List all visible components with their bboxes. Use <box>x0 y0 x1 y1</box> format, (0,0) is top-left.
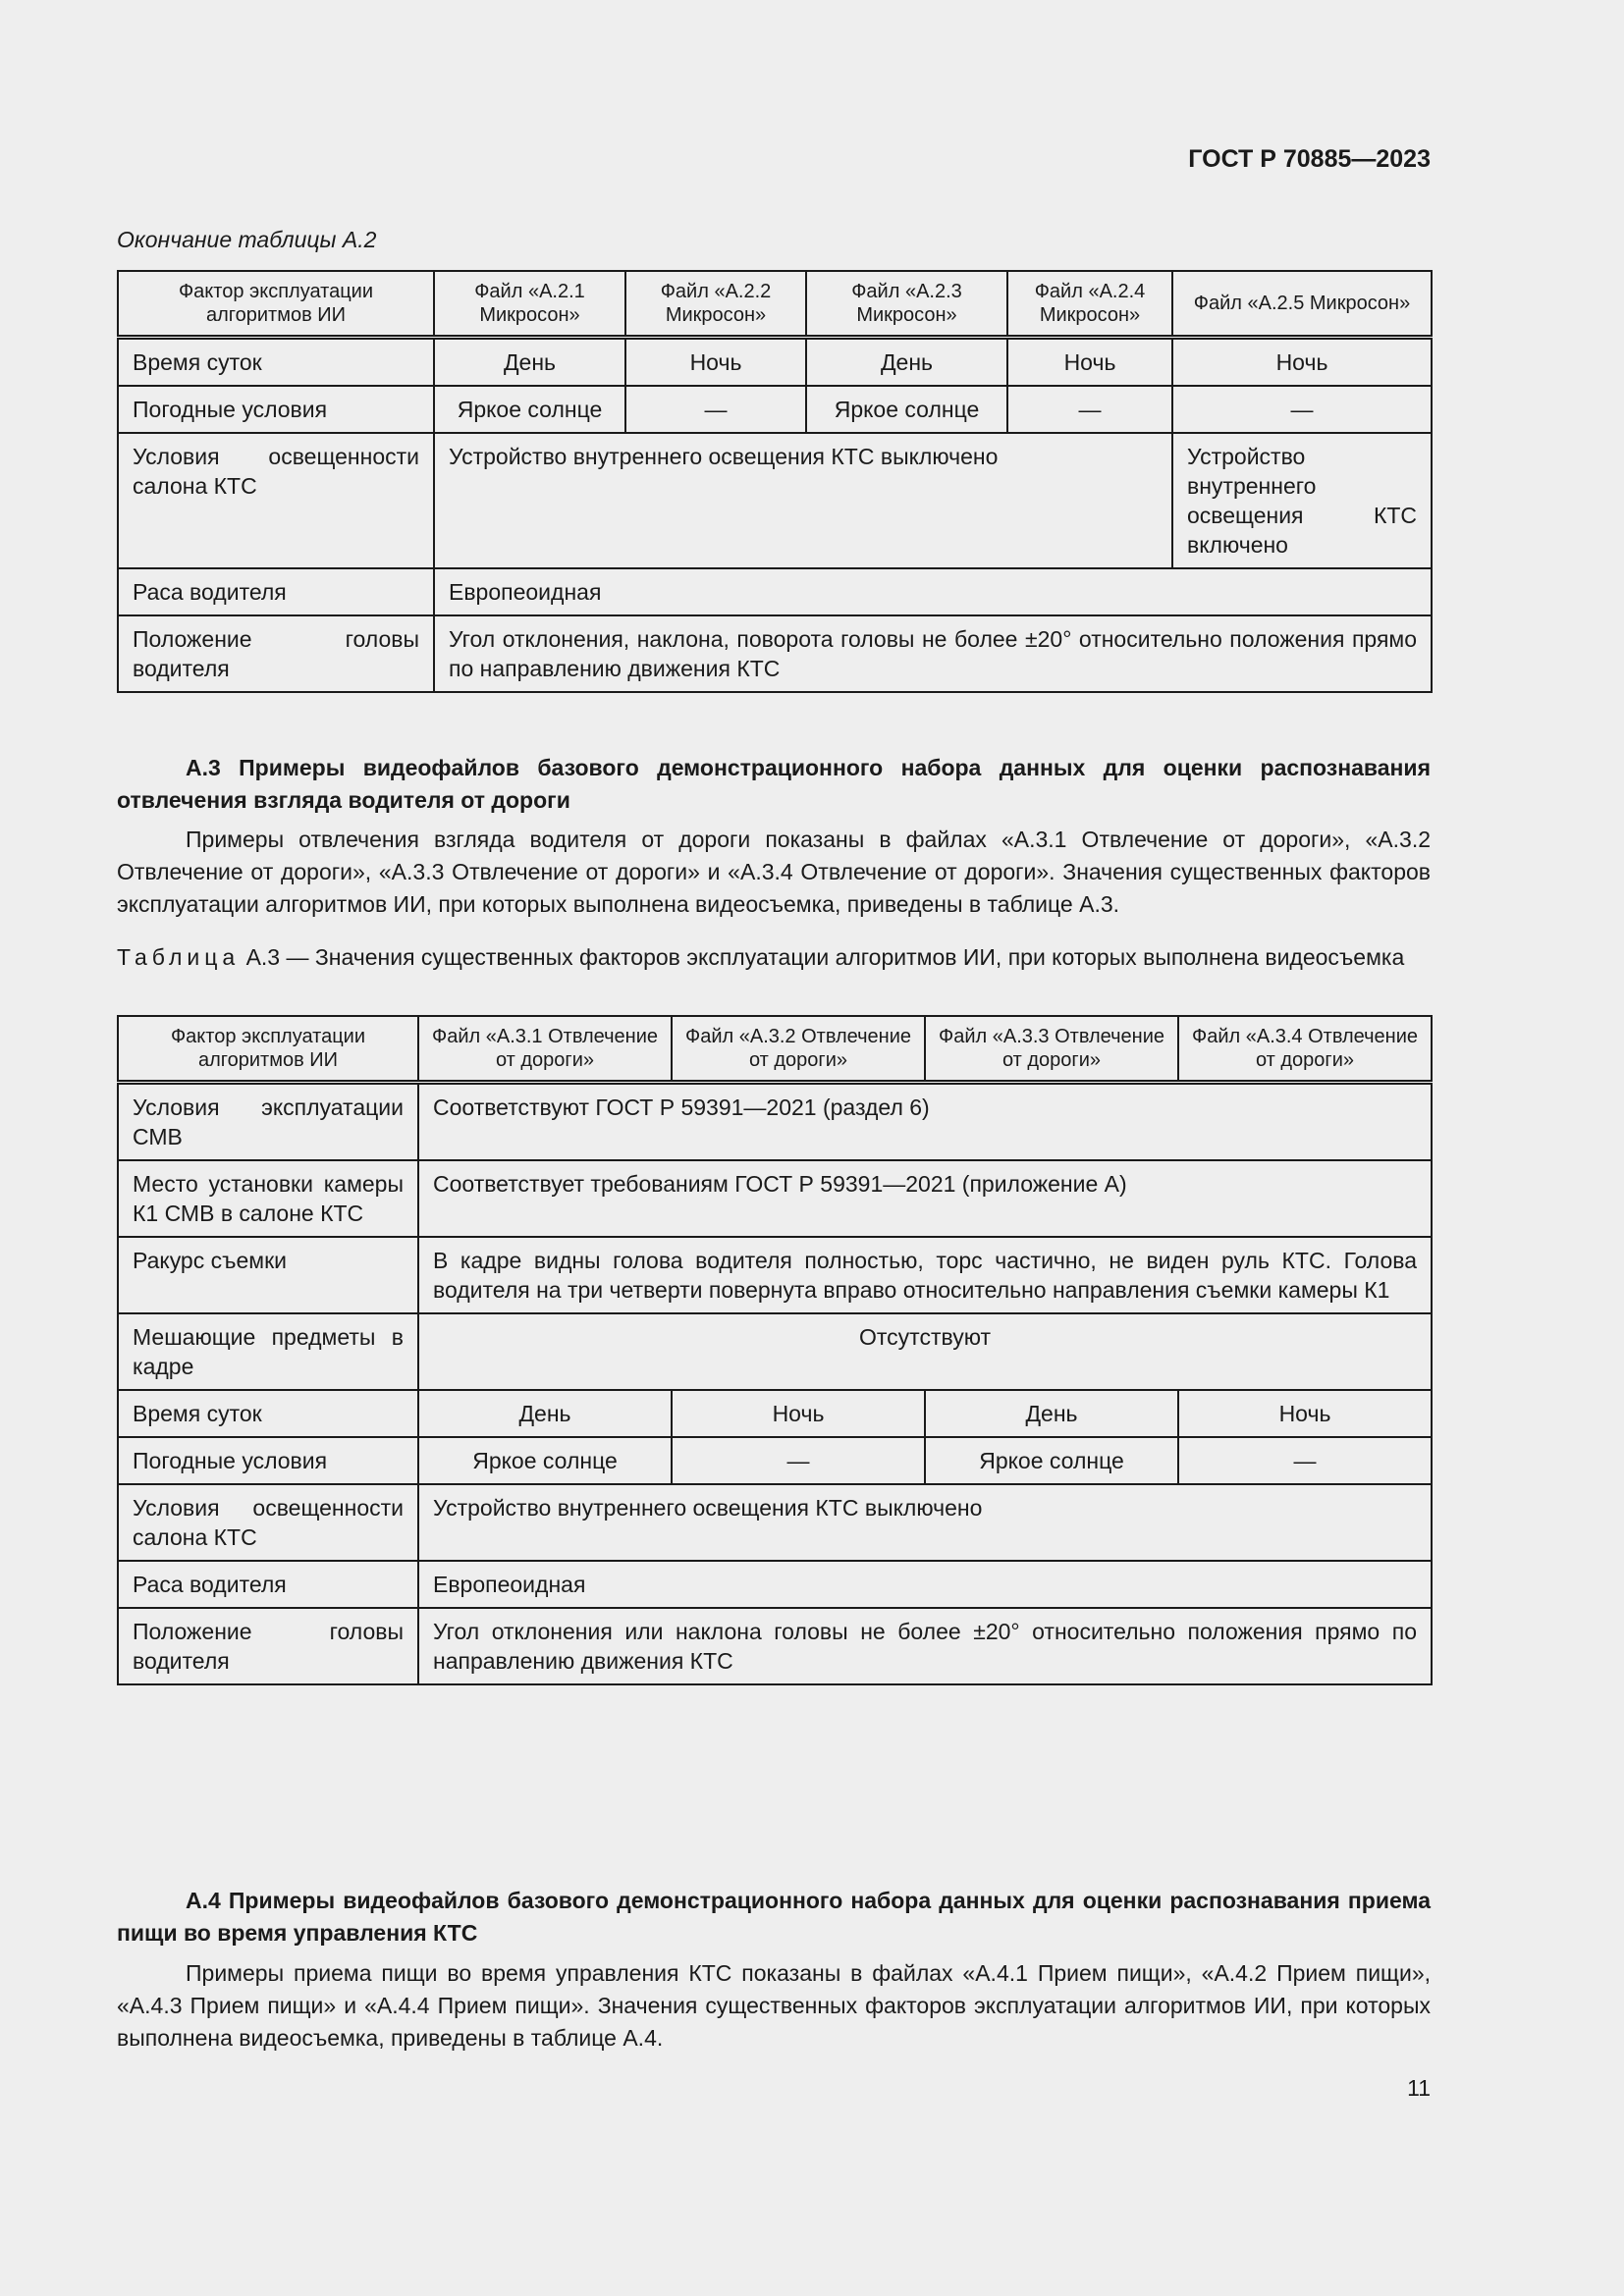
row-label: Погодные условия <box>118 1437 418 1484</box>
section-a3-heading: А.3 Примеры видеофайлов базового демонстрационного набора данных для оценки распознавания отвлечения взгляда водителя от дороги <box>117 755 1431 813</box>
table-row <box>118 433 1432 568</box>
table-cell: В кадре видны голова водителя полностью, торс частично, не виден руль КТС. Голова водителя на три четверти повернута вправо относительно направления съемки камеры К1 <box>418 1237 1432 1313</box>
table-cell: День <box>434 338 625 387</box>
row-label: Место установки камеры К1 СМВ в салоне КТС <box>118 1160 418 1237</box>
table-cell: Отсутствуют <box>418 1313 1432 1390</box>
table-cell: — <box>1007 386 1172 433</box>
table-row <box>118 1437 1432 1484</box>
table-a3 <box>117 1015 1433 1685</box>
table-cell: Яркое солнце <box>434 386 625 433</box>
table-cell: Соответствует требованиям ГОСТ Р 59391—2021 (приложение А) <box>418 1160 1432 1237</box>
table-header-cell: Файл «А.2.4 Микросон» <box>1007 271 1172 338</box>
table-header-cell: Файл «А.2.2 Микросон» <box>625 271 806 338</box>
table-cell: День <box>925 1390 1178 1437</box>
row-label: Время суток <box>118 338 434 387</box>
table-cell: Ночь <box>1178 1390 1432 1437</box>
table-cell: — <box>1172 386 1432 433</box>
table-cell: — <box>672 1437 925 1484</box>
table-row <box>118 1390 1432 1437</box>
row-label: Положение головы водителя <box>118 615 434 692</box>
table-row <box>118 568 1432 615</box>
table-row <box>118 1484 1432 1561</box>
table-cell: Устройство внутреннего освещения КТС включено <box>1172 433 1432 568</box>
table-header-cell: Фактор эксплуатации алгоритмов ИИ <box>118 271 434 338</box>
table-cell: Устройство внутреннего освещения КТС выключено <box>434 433 1172 568</box>
table-row <box>118 386 1432 433</box>
table-cell: Европеоидная <box>418 1561 1432 1608</box>
table-cell: Устройство внутреннего освещения КТС выключено <box>418 1484 1432 1561</box>
table-header-cell: Файл «А.3.1 Отвлечение от дороги» <box>418 1016 672 1083</box>
row-label: Время суток <box>118 1390 418 1437</box>
table-row <box>118 615 1432 692</box>
table-cell: Ночь <box>625 338 806 387</box>
table-cell: Соответствуют ГОСТ Р 59391—2021 (раздел 6) <box>418 1083 1432 1161</box>
row-label: Мешающие предметы в кадре <box>118 1313 418 1390</box>
table-header-cell: Файл «А.2.1 Микросон» <box>434 271 625 338</box>
table-row <box>118 1313 1432 1390</box>
table-row <box>118 1083 1432 1161</box>
row-label: Раса водителя <box>118 1561 418 1608</box>
table-cell: — <box>625 386 806 433</box>
row-label: Условия освещенности салона КТС <box>118 433 434 568</box>
table-cell: Ночь <box>672 1390 925 1437</box>
table-header-cell: Файл «А.2.5 Микросон» <box>1172 271 1432 338</box>
section-a4-heading: А.4 Примеры видеофайлов базового демонстрационного набора данных для оценки распознавания приема пищи во время управления КТС <box>117 1888 1431 1946</box>
table-cell: Угол отклонения или наклона головы не более ±20° относительно положения прямо по направлению движения КТС <box>418 1608 1432 1684</box>
table-row <box>118 338 1432 387</box>
table-header-cell: Файл «А.3.3 Отвлечение от дороги» <box>925 1016 1178 1083</box>
row-label: Положение головы водителя <box>118 1608 418 1684</box>
table-cell: День <box>418 1390 672 1437</box>
table-header-cell: Фактор эксплуатации алгоритмов ИИ <box>118 1016 418 1083</box>
table-cell: Ночь <box>1007 338 1172 387</box>
row-label: Условия освещенности салона КТС <box>118 1484 418 1561</box>
table-cell: Европеоидная <box>434 568 1432 615</box>
table-cell: Яркое солнце <box>925 1437 1178 1484</box>
table-header-cell: Файл «А.3.2 Отвлечение от дороги» <box>672 1016 925 1083</box>
row-label: Погодные условия <box>118 386 434 433</box>
standard-designation: ГОСТ Р 70885—2023 <box>1188 145 1431 173</box>
table-row <box>118 1237 1432 1313</box>
table-a2-caption: Окончание таблицы А.2 <box>117 227 377 252</box>
row-label: Ракурс съемки <box>118 1237 418 1313</box>
section-a4-paragraph: Примеры приема пищи во время управления КТС показаны в файлах «А.4.1 Прием пищи», «А.4.2 Прием пищи», «А.4.3 Прием пищи» и «А.4.4 Прием пищи». Значения существенных факторов эксплуатации алгоритмов ИИ, при которых выполнена видеосъемка, приведены в таблице А.4. <box>117 1960 1431 2051</box>
table-header-cell: Файл «А.2.3 Микросон» <box>806 271 1007 338</box>
table-cell: День <box>806 338 1007 387</box>
table-a2 <box>117 270 1433 693</box>
page-number: 11 <box>1407 2075 1431 2101</box>
table-caption-text: А.3 — Значения существенных факторов эксплуатации алгоритмов ИИ, при которых выполнена видеосъемка <box>245 944 1405 970</box>
section-a3-paragraph: Примеры отвлечения взгляда водителя от дороги показаны в файлах «А.3.1 Отвлечение от дороги», «А.3.2 Отвлечение от дороги», «А.3.3 Отвлечение от дороги» и «А.3.4 Отвлечение от дороги». Значения существенных факторов эксплуатации алгоритмов ИИ, при которых выполнена видеосъемка, приведены в таблице А.3. <box>117 827 1431 917</box>
row-label: Раса водителя <box>118 568 434 615</box>
table-cell: Яркое солнце <box>806 386 1007 433</box>
table-header-cell: Файл «А.3.4 Отвлечение от дороги» <box>1178 1016 1432 1083</box>
table-row <box>118 1561 1432 1608</box>
table-cell: Угол отклонения, наклона, поворота головы не более ±20° относительно положения прямо по направлению движения КТС <box>434 615 1432 692</box>
table-row <box>118 1608 1432 1684</box>
table-cell: Яркое солнце <box>418 1437 672 1484</box>
table-row <box>118 1160 1432 1237</box>
table-header-row <box>118 1016 1432 1083</box>
table-header-row <box>118 271 1432 338</box>
table-caption-label: Таблица <box>117 944 241 970</box>
table-cell: — <box>1178 1437 1432 1484</box>
table-a3-caption <box>117 942 1431 972</box>
table-cell: Ночь <box>1172 338 1432 387</box>
row-label: Условия эксплуатации СМВ <box>118 1083 418 1161</box>
